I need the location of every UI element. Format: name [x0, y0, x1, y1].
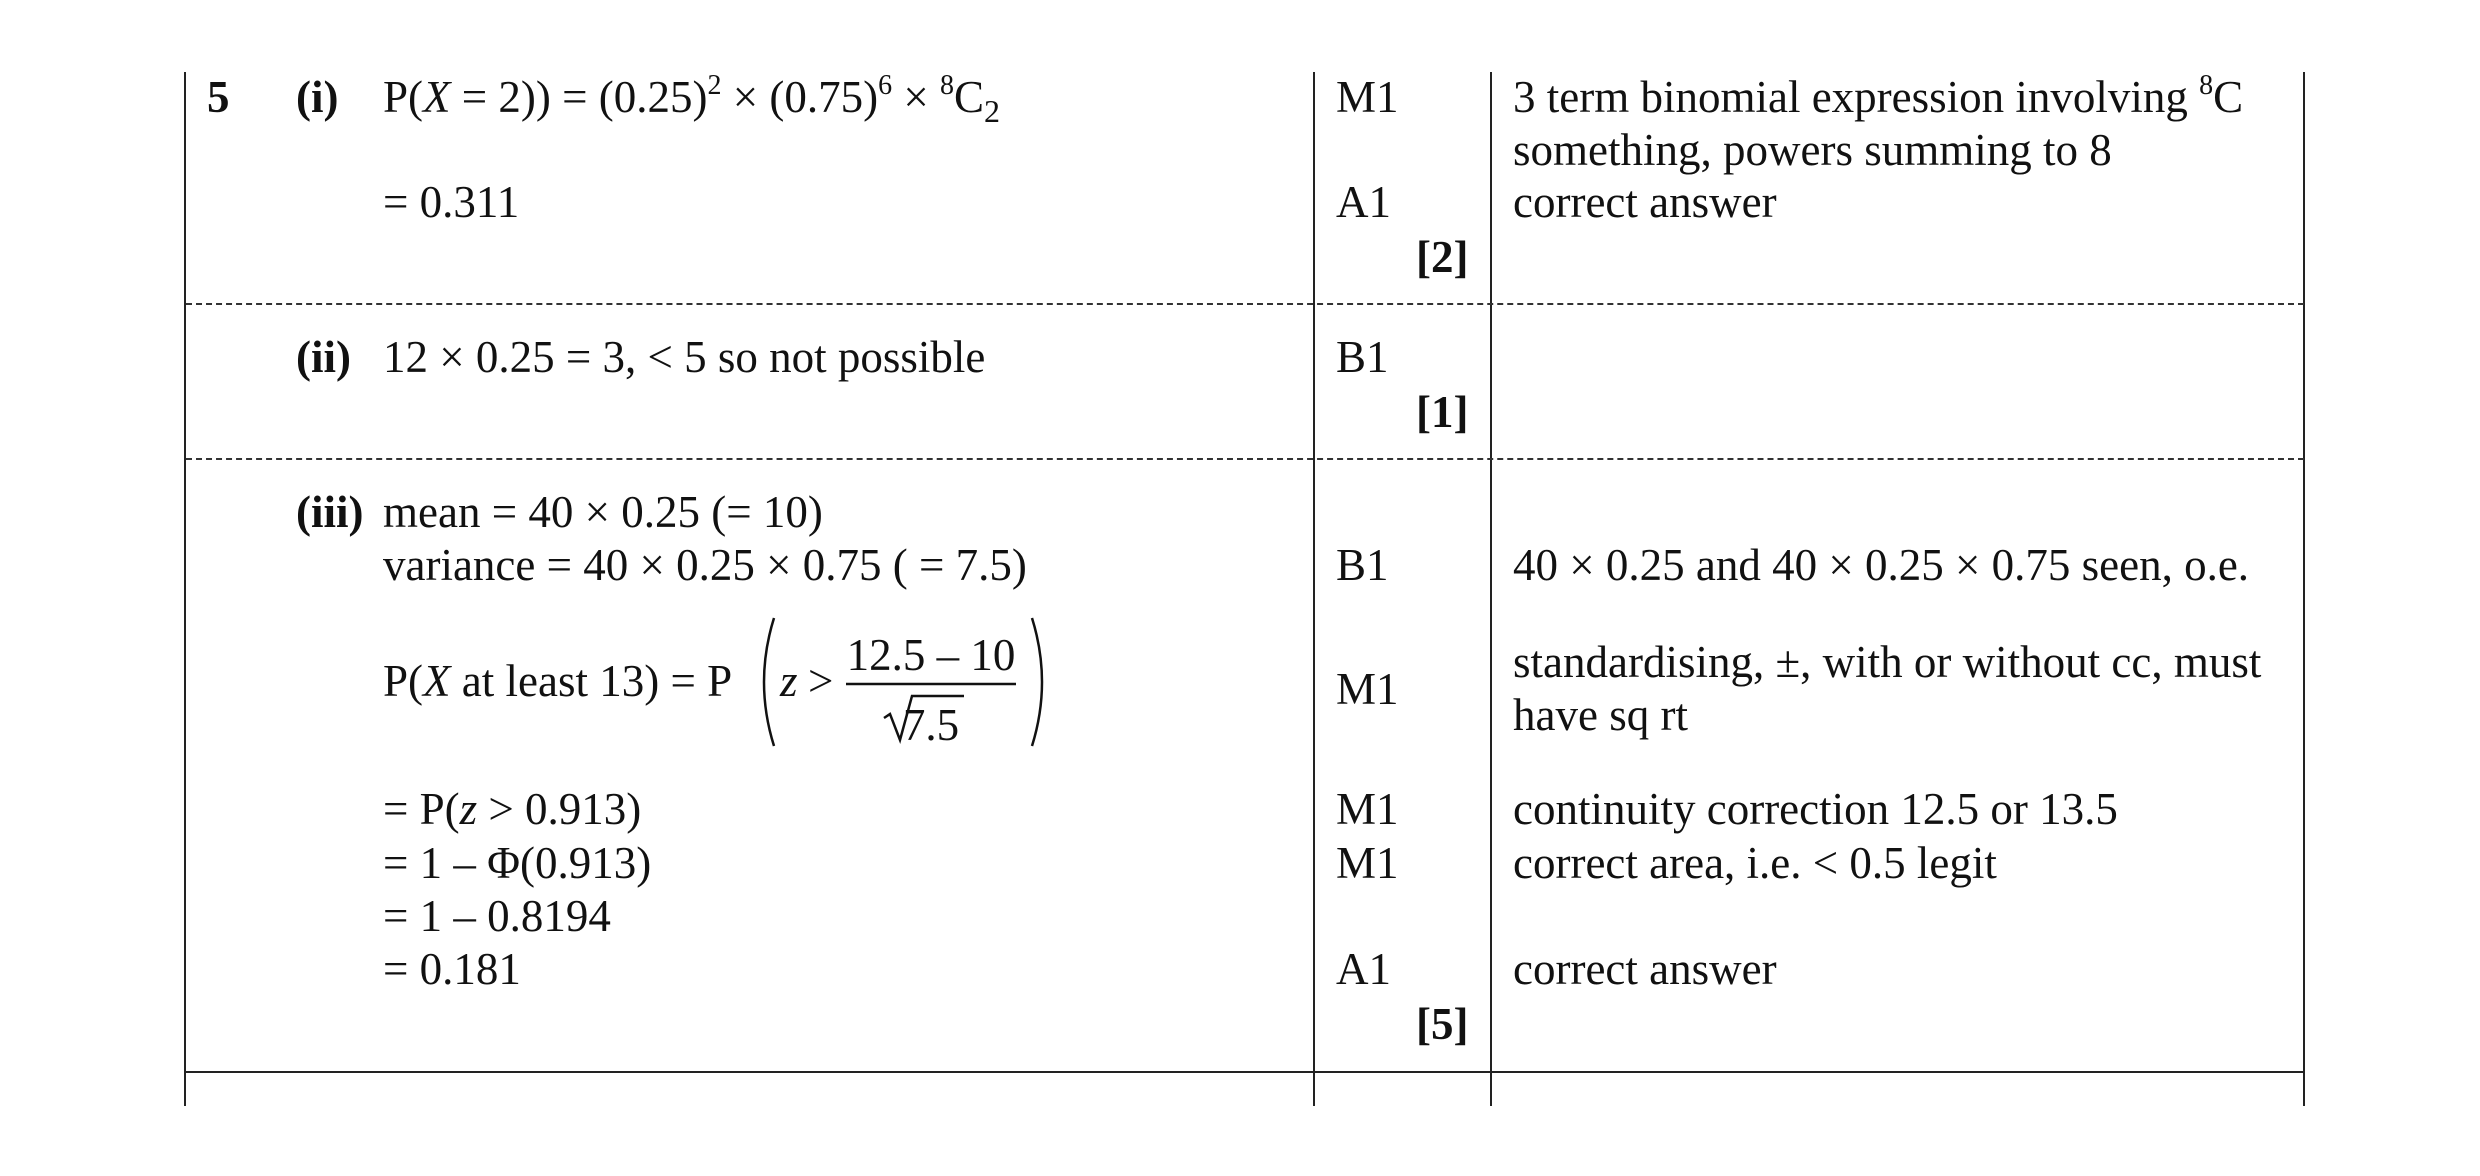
guidance-line: correct answer: [1513, 177, 1777, 227]
guidance-line: have sq rt: [1513, 690, 1688, 740]
mark-code: B1: [1336, 540, 1389, 590]
column-divider-marks: [1313, 72, 1315, 1106]
working-line: 12 × 0.25 = 3, < 5 so not possible: [383, 332, 986, 382]
mark-code: B1: [1336, 332, 1389, 382]
fraction-denominator: 7.5: [902, 700, 960, 750]
part-label: (ii): [296, 332, 351, 382]
guidance-line: correct area, i.e. < 0.5 legit: [1513, 838, 1997, 888]
guidance-line: continuity correction 12.5 or 13.5: [1513, 784, 2118, 834]
working-line: = 1 – Φ(0.913): [383, 838, 652, 888]
working-line: $P(X = 2)) = (0.25)^2 \times (0.75)^6 \times ^8C_2$: [383, 70, 1000, 129]
question-number: 5: [207, 72, 230, 122]
working-line: = P(z > 0.913): [383, 784, 642, 834]
question-end-border: [184, 1071, 2305, 1073]
guidance-line: standardising, ±, with or without cc, must: [1513, 637, 2262, 687]
working-line: = 1 – 0.8194: [383, 891, 611, 941]
mark-total: [5]: [1416, 999, 1469, 1049]
guidance-line: correct answer: [1513, 944, 1777, 994]
mark-code: A1: [1336, 177, 1391, 227]
working-line: = 0.181: [383, 944, 521, 994]
mark-code: M1: [1336, 784, 1399, 834]
part-separator: [186, 458, 2304, 460]
part-label: (iii): [296, 487, 364, 537]
greater-than: >: [808, 656, 834, 706]
mark-code: A1: [1336, 944, 1391, 994]
working-line: variance = 40 × 0.25 × 0.75 ( = 7.5): [383, 540, 1027, 590]
table-right-border: [2303, 72, 2305, 1106]
mark-total: [1]: [1416, 387, 1469, 437]
guidance-line: 3 term binomial expression involving $^8$C: [1513, 70, 2244, 122]
guidance-line: 40 × 0.25 and 40 × 0.25 × 0.75 seen, o.e.: [1513, 540, 2250, 590]
part-label: (i): [296, 72, 339, 122]
mark-code: M1: [1336, 838, 1399, 888]
mark-total: [2]: [1416, 232, 1469, 282]
mark-code: M1: [1336, 664, 1399, 714]
guidance-line: something, powers summing to 8: [1513, 125, 2112, 175]
working-line: = 0.311: [383, 177, 520, 227]
z-variable: z: [780, 656, 798, 706]
working-line: P(X at least 13) = P: [383, 656, 733, 706]
part-separator: [186, 303, 2304, 305]
fraction-numerator: 12.5 – 10: [846, 630, 1016, 680]
mark-code: M1: [1336, 72, 1399, 122]
table-left-border: [184, 72, 186, 1106]
column-divider-guidance: [1490, 72, 1492, 1106]
working-line: mean = 40 × 0.25 (= 10): [383, 487, 823, 537]
